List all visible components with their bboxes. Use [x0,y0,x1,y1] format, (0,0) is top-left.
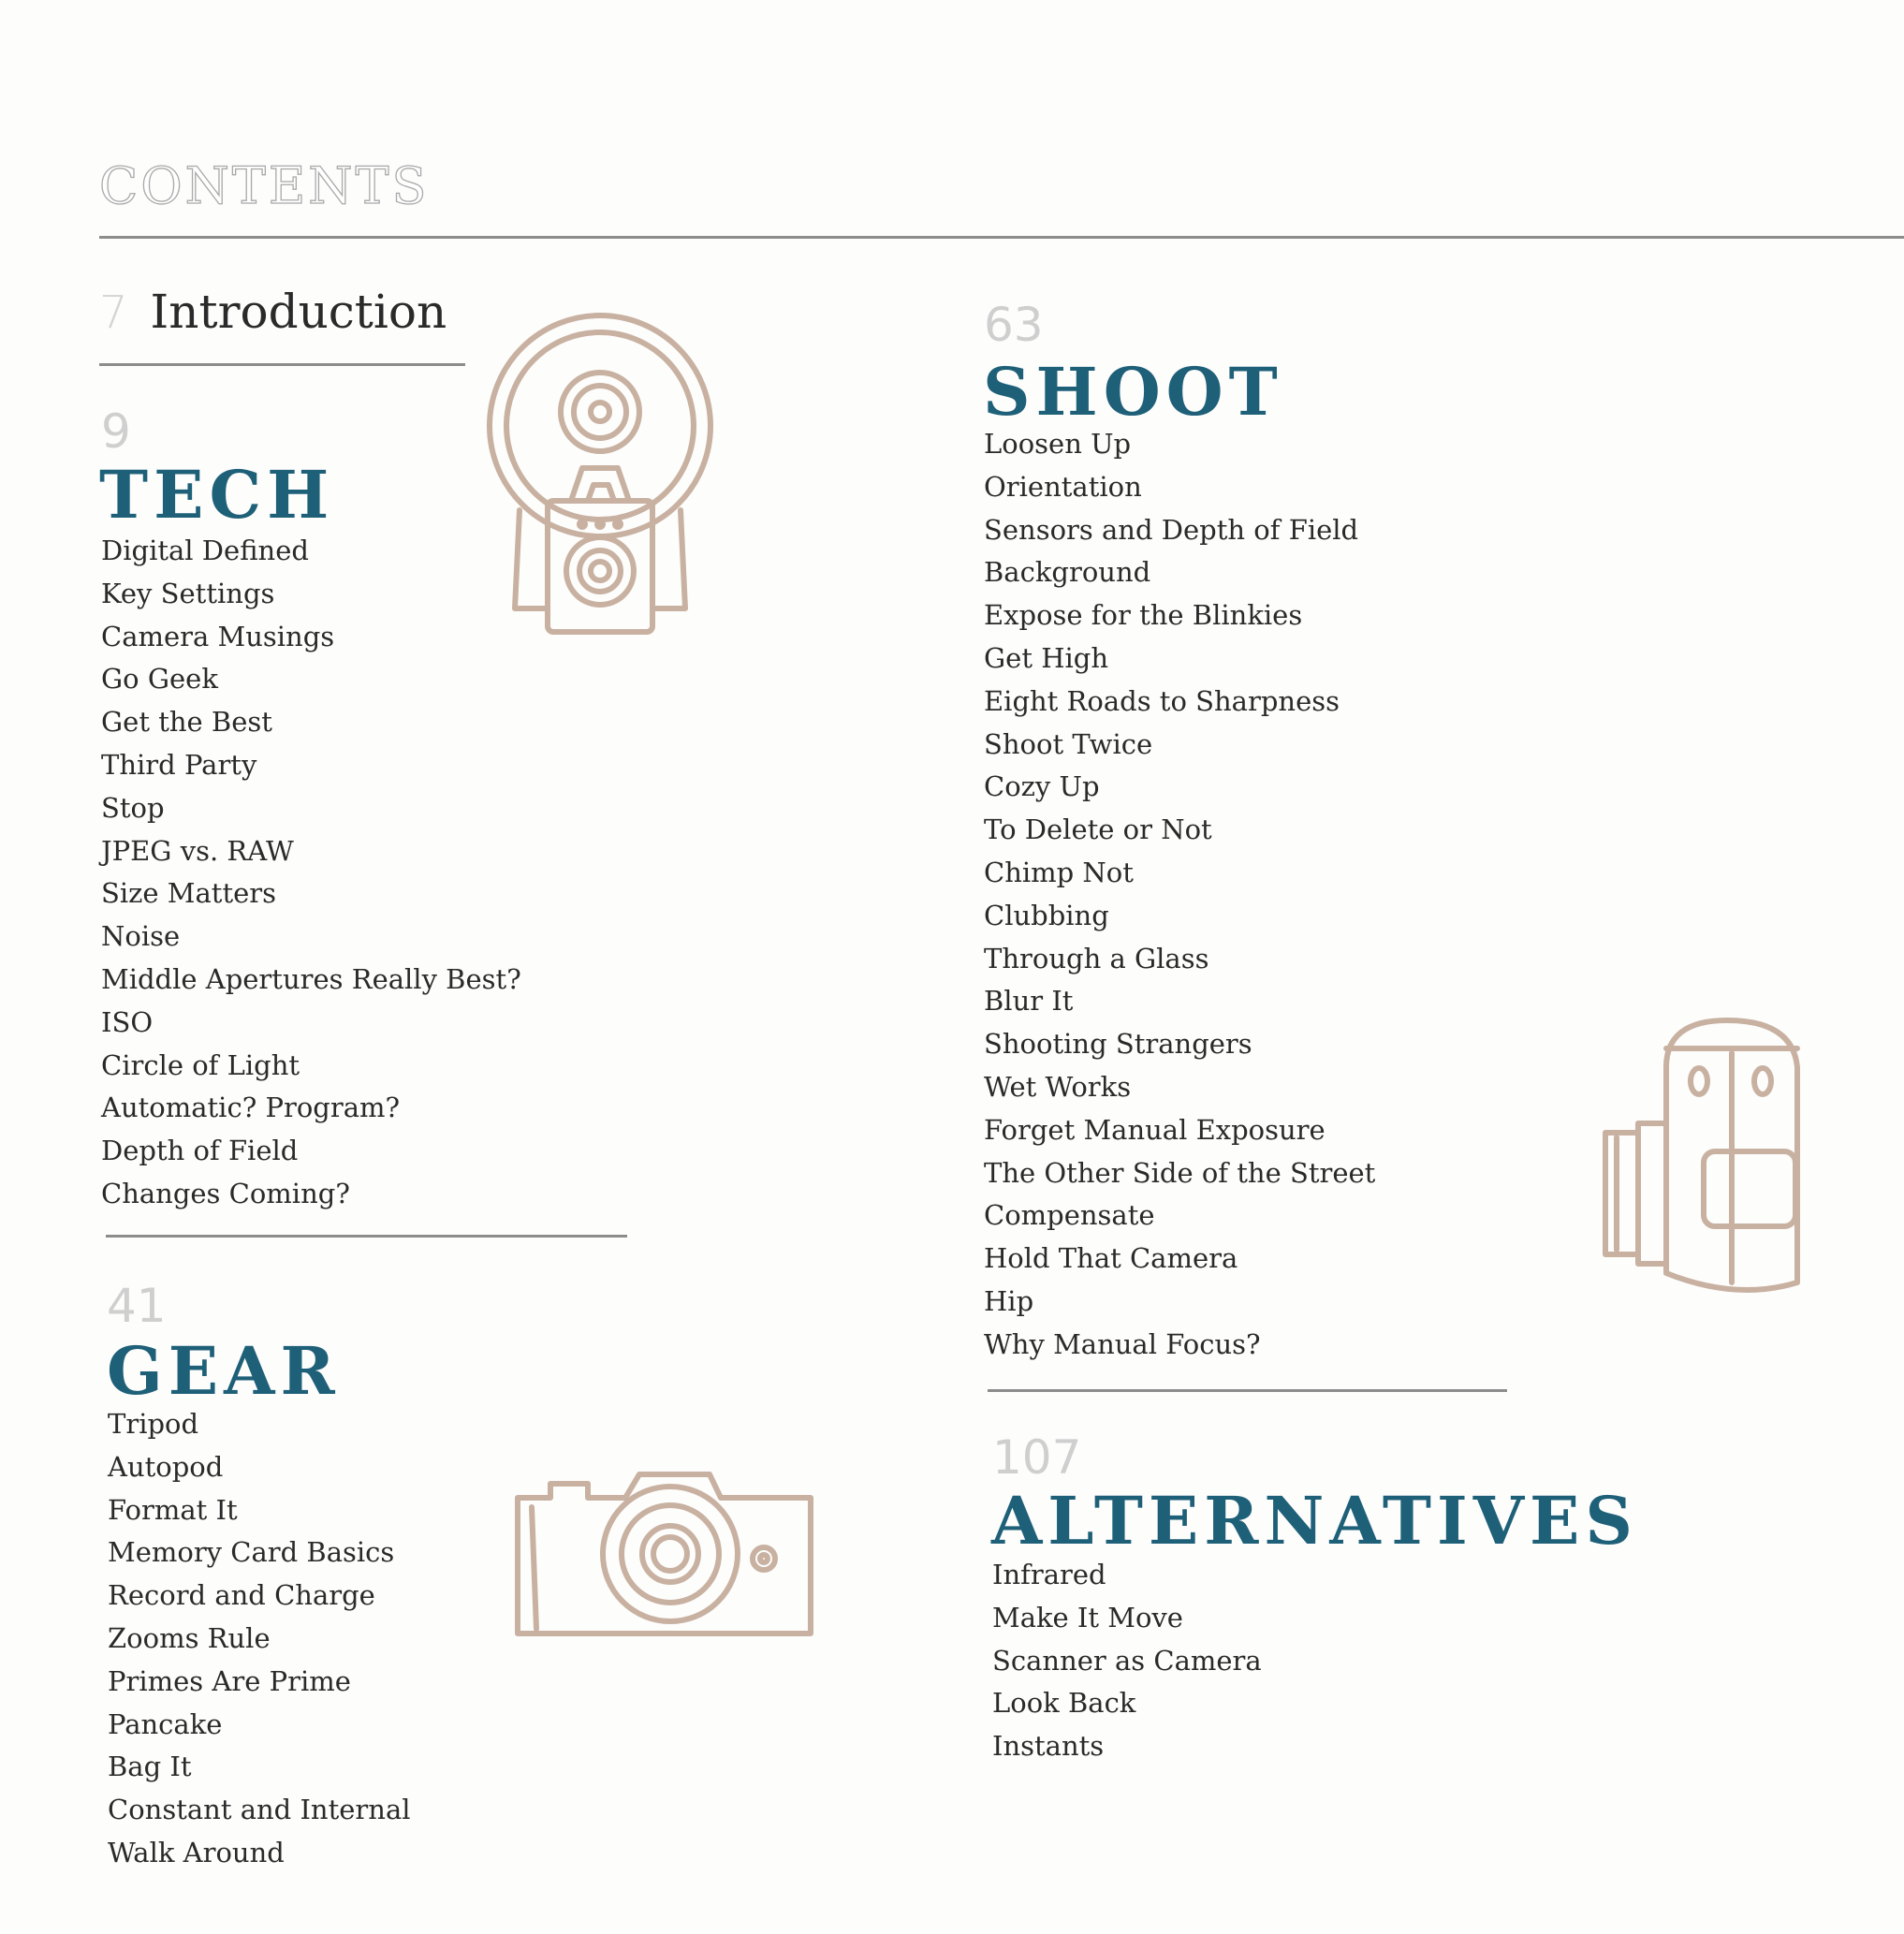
toc-entry[interactable]: Stop [101,791,165,824]
tech-items [101,530,521,1216]
toc-entry-introduction[interactable] [99,285,447,339]
toc-entry[interactable]: Autopod [108,1450,224,1483]
instant-camera-illustration [477,300,730,646]
toc-entry[interactable]: Blur It [984,985,1074,1018]
toc-entry[interactable]: Clubbing [984,899,1109,931]
toc-entry[interactable]: Hold That Camera [984,1242,1238,1275]
toc-entry[interactable]: Get the Best [101,706,272,739]
toc-entry[interactable]: Tripod [108,1408,199,1440]
toc-entry[interactable]: Forget Manual Exposure [984,1113,1325,1146]
toc-entry[interactable]: Through a Glass [984,942,1209,974]
toc-entry[interactable]: Compensate [984,1199,1155,1232]
toc-entry[interactable]: Key Settings [101,577,275,609]
toc-entry[interactable]: JPEG vs. RAW [101,834,294,867]
page-title: CONTENTS [99,156,430,215]
shoot-divider [988,1389,1507,1392]
toc-entry[interactable]: Look Back [992,1687,1136,1720]
gear-page-number: 41 [107,1279,167,1333]
toc-entry[interactable]: Size Matters [101,877,276,910]
toc-entry[interactable]: The Other Side of the Street [984,1156,1376,1189]
toc-entry[interactable]: Orientation [984,470,1142,503]
toc-entry[interactable]: Scanner as Camera [992,1644,1262,1677]
toc-entry[interactable]: Digital Defined [101,535,309,566]
toc-entry[interactable]: Loosen Up [984,428,1132,460]
entry-label: Introduction [150,285,447,339]
toc-entry[interactable]: Background [984,556,1151,589]
section-title-alternatives: ALTERNATIVES [991,1482,1638,1560]
toc-entry[interactable]: Depth of Field [101,1135,299,1167]
toc-entry[interactable]: Hip [984,1284,1034,1317]
page-number: 7 [99,286,128,339]
tech-divider [106,1235,627,1238]
toc-entry[interactable]: Instants [992,1730,1105,1763]
toc-entry[interactable]: Format It [108,1493,238,1526]
toc-entry[interactable]: Automatic? Program? [101,1092,401,1124]
toc-entry[interactable]: Record and Charge [108,1579,375,1612]
toc-entry[interactable]: Memory Card Basics [108,1536,395,1569]
rangefinder-camera-illustration [1596,1011,1811,1301]
toc-entry[interactable]: Infrared [992,1559,1106,1590]
alternatives-items [992,1554,1262,1768]
toc-entry[interactable]: Get High [984,641,1109,674]
toc-entry[interactable]: Circle of Light [101,1048,300,1081]
section-title-gear: GEAR [107,1332,341,1410]
toc-entry[interactable]: Constant and Internal [108,1794,411,1826]
toc-entry[interactable]: Bag It [108,1751,192,1783]
toc-entry[interactable]: Pancake [108,1707,223,1740]
toc-entry[interactable]: Shooting Strangers [984,1028,1252,1061]
toc-entry[interactable]: Third Party [101,748,257,781]
gear-items [108,1403,411,1875]
tech-page-number: 9 [101,404,131,459]
toc-entry[interactable]: Camera Musings [101,620,335,652]
toc-entry[interactable]: Sensors and Depth of Field [984,513,1359,546]
toc-entry[interactable]: Shoot Twice [984,727,1153,760]
toc-entry[interactable]: Primes Are Prime [108,1664,351,1697]
toc-entry[interactable]: ISO [101,1005,154,1038]
toc-entry[interactable]: Wet Works [984,1070,1132,1103]
dslr-camera-illustration [513,1451,817,1648]
toc-entry[interactable]: Go Geek [101,663,218,696]
shoot-items [984,423,1375,1367]
section-title-shoot: SHOOT [983,353,1283,431]
toc-entry[interactable]: Zooms Rule [108,1621,271,1654]
toc-entry[interactable]: Make It Move [992,1601,1183,1634]
toc-entry[interactable]: Noise [101,920,181,953]
header-divider [99,236,1904,239]
shoot-page-number: 63 [984,298,1044,352]
toc-entry[interactable]: Cozy Up [984,770,1100,803]
toc-entry[interactable]: Eight Roads to Sharpness [984,684,1340,717]
section-title-tech: TECH [99,456,335,534]
toc-entry[interactable]: Expose for the Blinkies [984,599,1303,632]
alternatives-page-number: 107 [992,1430,1082,1485]
toc-entry[interactable]: Chimp Not [984,856,1134,888]
toc-entry[interactable]: Middle Apertures Really Best? [101,962,521,995]
toc-entry[interactable]: Why Manual Focus? [984,1327,1261,1360]
toc-entry[interactable]: To Delete or Not [984,813,1212,846]
intro-divider [99,363,465,366]
toc-entry[interactable]: Walk Around [108,1836,285,1868]
toc-entry[interactable]: Changes Coming? [101,1177,350,1209]
